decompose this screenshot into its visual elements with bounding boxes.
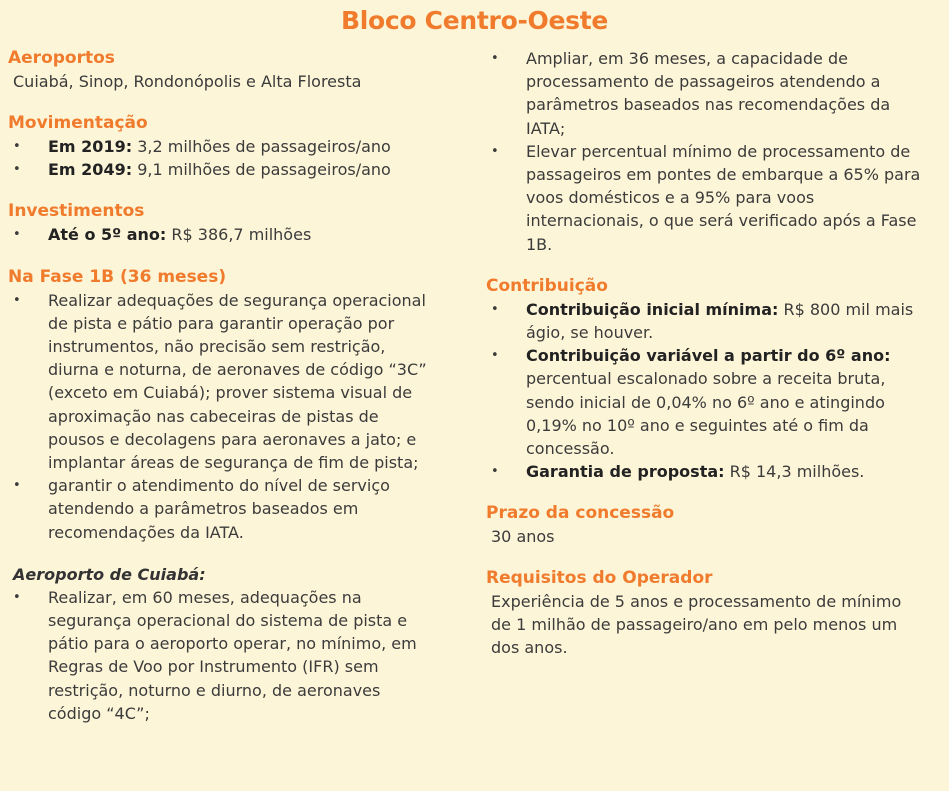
bullet-icon: •	[491, 464, 499, 480]
list-item: • Contribuição variável a partir do 6º ano: percentual escalonado sobre a receita bruta, sendo inicial de 0,04% no 6º ano e atingindo 0,19% no 10º ano e seguintes até o fim da concessão.	[491, 346, 891, 459]
requisitos-text: Experiência de 5 anos e processamento de mínimo de 1 milhão de passageiro/ano em pelo menos um dos anos.	[491, 592, 902, 658]
list-item: • Realizar, em 60 meses, adequações na segurança operacional do sistema de pista e pátio para o aeroporto operar, no mínimo, em Regras de Voo por Instrumento (IFR) sem restrição, noturno e diurno, de aeronaves código “4C”;	[13, 587, 417, 723]
contribuicao-heading: Contribuição	[486, 275, 608, 296]
bullet-icon: •	[491, 51, 499, 66]
bullet-icon: •	[491, 301, 499, 317]
page-title: Bloco Centro-Oeste	[340, 6, 609, 35]
bullet-icon: •	[13, 478, 21, 494]
aeroportos-list: Cuiabá, Sinop, Rondonópolis e Alta Floresta	[13, 72, 362, 91]
fase1b-heading: Na Fase 1B (36 meses)	[8, 266, 227, 287]
prazo-text: 30 anos	[491, 527, 555, 547]
list-item: • Em 2019: 3,2 milhões de passageiros/ano	[8, 135, 473, 158]
fase1b-list	[8, 289, 428, 544]
bullet-icon: •	[491, 348, 499, 364]
right-column	[486, 47, 936, 659]
investimentos-heading: Investimentos	[8, 201, 145, 222]
contribuicao-list	[486, 298, 926, 484]
requisitos-heading: Requisitos do Operador	[486, 568, 713, 589]
list-item: • Garantia de proposta: R$ 14,3 milhões.	[486, 460, 926, 483]
bullet-icon: •	[13, 589, 21, 605]
movimentacao-list	[8, 135, 473, 181]
list-item: • Realizar adequações de segurança operacional de pista e pátio para garantir operação por instrumentos, não precisão sem restrição, diurna e noturna, de aeronaves de código “3C” (exceto em Cuiabá); prover sistema visual de aproximação nas cabeceiras de pistas de pousos e decolagens para aeronaves a jato; e implantar áreas de segurança de fim de pista;	[13, 290, 427, 473]
left-column	[8, 47, 473, 725]
aeroportos-heading: Aeroportos	[8, 48, 115, 68]
investimentos-list	[8, 223, 473, 246]
list-item: • Ampliar, em 36 meses, a capacidade de processamento de passageiros atendendo a parâmetros baseados nas recomendações da IATA;	[491, 49, 891, 138]
continued-list	[486, 47, 926, 256]
list-item: • Elevar percentual mínimo de processamento de passageiros em pontes de embarque a 65% para voos domésticos e a 95% para voos internacionais, o que será verificado após a Fase 1B.	[491, 141, 921, 254]
list-item: • garantir o atendimento do nível de serviço atendendo a parâmetros baseados em recomendações da IATA.	[13, 476, 390, 542]
list-item: • Em 2049: 9,1 milhões de passageiros/ano	[8, 158, 473, 181]
cuiaba-list	[8, 586, 428, 725]
bullet-icon: •	[491, 143, 499, 159]
prazo-heading: Prazo da concessão	[486, 503, 675, 524]
bullet-icon: •	[13, 139, 21, 154]
bullet-icon: •	[13, 227, 21, 243]
bullet-icon: •	[13, 162, 21, 178]
bullet-icon: •	[13, 292, 21, 308]
movimentacao-heading: Movimentação	[8, 113, 148, 133]
cuiaba-heading: Aeroporto de Cuiabá:	[13, 564, 206, 584]
list-item: • Até o 5º ano: R$ 386,7 milhões	[8, 223, 473, 246]
list-item: • Contribuição inicial mínima: R$ 800 mil mais ágio, se houver.	[491, 299, 914, 343]
